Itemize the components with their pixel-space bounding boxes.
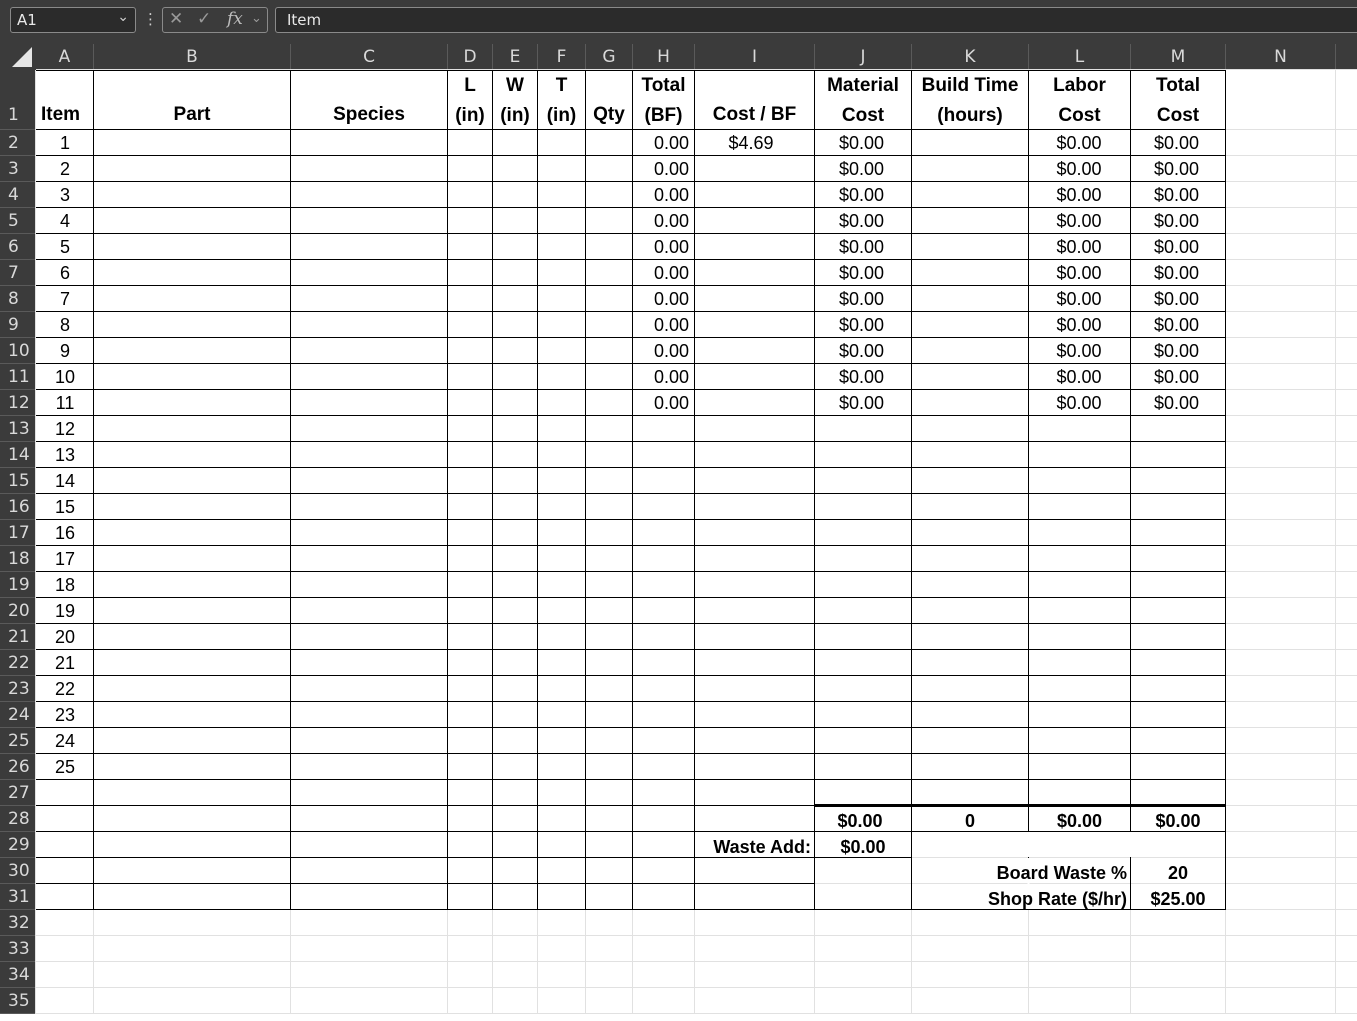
total-build-time[interactable]: 0: [964, 811, 975, 831]
header-build-time-top: Build Time: [921, 75, 1019, 96]
header-species[interactable]: Species: [333, 104, 405, 125]
total-cost-cell[interactable]: $0.00: [1153, 133, 1200, 153]
header-part[interactable]: Part: [173, 104, 211, 125]
material-cost-cell[interactable]: $0.00: [838, 289, 885, 309]
header-length-bottom: (in): [455, 105, 485, 126]
item-number[interactable]: 11: [55, 393, 75, 413]
material-cost-cell[interactable]: $0.00: [838, 133, 885, 153]
total-cost-cell[interactable]: $0.00: [1153, 159, 1200, 179]
row-header-32[interactable]: 32: [0, 910, 36, 936]
material-cost-cell[interactable]: $0.00: [838, 211, 885, 231]
item-number[interactable]: 12: [54, 419, 76, 439]
row-header-24[interactable]: 24: [0, 702, 36, 728]
material-cost-cell[interactable]: $0.00: [838, 159, 885, 179]
row-header-33[interactable]: 33: [0, 936, 36, 962]
item-number[interactable]: 19: [54, 601, 76, 621]
column-header-g[interactable]: G: [586, 44, 633, 70]
column-header-a[interactable]: A: [36, 44, 94, 70]
header-material-cost[interactable]: [815, 71, 911, 131]
header-item[interactable]: Item: [41, 104, 81, 125]
row-header-18[interactable]: 18: [0, 546, 36, 572]
item-number[interactable]: 4: [59, 211, 70, 231]
column-header-c[interactable]: C: [291, 44, 448, 70]
labor-cost-cell[interactable]: $0.00: [1056, 185, 1102, 205]
header-width-bottom: (in): [500, 105, 530, 126]
total-bf-cell[interactable]: 0.00: [653, 237, 689, 257]
labor-cost-cell[interactable]: $0.00: [1056, 315, 1102, 335]
item-number[interactable]: 23: [54, 705, 76, 725]
row-header-6[interactable]: 6: [0, 234, 36, 260]
total-cost-cell[interactable]: $0.00: [1153, 211, 1200, 231]
column-header-j[interactable]: J: [815, 44, 912, 70]
header-build-time-bottom: (hours): [937, 105, 1003, 126]
row-header-23[interactable]: 23: [0, 676, 36, 702]
item-number[interactable]: 9: [59, 341, 70, 361]
row-header-35[interactable]: 35: [0, 988, 36, 1014]
row-header-20[interactable]: 20: [0, 598, 36, 624]
column-header-h[interactable]: H: [633, 44, 695, 70]
total-cost[interactable]: $0.00: [1155, 811, 1201, 831]
board-waste-label[interactable]: Board Waste %: [996, 863, 1127, 883]
row-header-4[interactable]: 4: [0, 182, 36, 208]
total-bf-cell[interactable]: 0.00: [653, 211, 689, 231]
row-header-3[interactable]: 3: [0, 156, 36, 182]
row-header-26[interactable]: 26: [0, 754, 36, 780]
total-cost-cell[interactable]: $0.00: [1153, 289, 1200, 309]
total-cost-cell[interactable]: $0.00: [1153, 237, 1200, 257]
row-header-12[interactable]: 12: [0, 390, 36, 416]
row-header-28[interactable]: 28: [0, 806, 36, 832]
merged-cell-mask: [1028, 832, 1030, 857]
waste-add-label[interactable]: Waste Add:: [713, 837, 811, 857]
header-total-bf-top: Total: [641, 75, 686, 96]
material-cost-cell[interactable]: $0.00: [838, 263, 885, 283]
total-bf-cell[interactable]: 0.00: [653, 341, 689, 361]
row-header-1[interactable]: 1: [0, 70, 36, 130]
column-header-k[interactable]: K: [912, 44, 1029, 70]
header-total-bf-bottom: (BF): [644, 105, 683, 126]
total-cost-cell[interactable]: $0.00: [1153, 341, 1200, 361]
row-header-30[interactable]: 30: [0, 858, 36, 884]
header-labor-cost-bottom: Cost: [1058, 105, 1101, 126]
shop-rate-label[interactable]: Shop Rate ($/hr): [987, 889, 1127, 909]
total-bf-cell[interactable]: 0.00: [653, 315, 689, 335]
total-bf-cell[interactable]: 0.00: [653, 289, 689, 309]
item-number[interactable]: 7: [59, 289, 70, 309]
total-labor-cost[interactable]: $0.00: [1056, 811, 1103, 831]
material-cost-cell[interactable]: $0.00: [838, 393, 885, 413]
item-number[interactable]: 6: [59, 263, 70, 283]
row-header-34[interactable]: 34: [0, 962, 36, 988]
row-header-11[interactable]: 11: [0, 364, 36, 390]
labor-cost-cell[interactable]: $0.00: [1056, 133, 1102, 153]
header-qty[interactable]: Qty: [593, 104, 625, 125]
total-bf-cell[interactable]: 0.00: [653, 393, 689, 413]
row-header-8[interactable]: 8: [0, 286, 36, 312]
header-length[interactable]: [448, 71, 492, 131]
row-header-14[interactable]: 14: [0, 442, 36, 468]
header-total-cost[interactable]: [1131, 71, 1225, 131]
column-header-l[interactable]: L: [1029, 44, 1131, 70]
shop-rate-value[interactable]: $25.00: [1150, 889, 1206, 909]
item-number[interactable]: 18: [54, 575, 76, 595]
more-options-icon[interactable]: ⋮: [143, 10, 158, 28]
header-material-cost-bottom: Cost: [841, 105, 885, 126]
item-number[interactable]: 17: [54, 549, 76, 569]
material-cost-cell[interactable]: $0.00: [838, 367, 885, 387]
row-header-7[interactable]: 7: [0, 260, 36, 286]
header-length-top: L: [464, 75, 476, 96]
row-header-29[interactable]: 29: [0, 832, 36, 858]
board-waste-value[interactable]: 20: [1167, 863, 1189, 883]
item-number[interactable]: 16: [54, 523, 76, 543]
header-total-cost-bottom: Cost: [1156, 105, 1200, 126]
material-cost-cell[interactable]: $0.00: [838, 185, 885, 205]
row-header-22[interactable]: 22: [0, 650, 36, 676]
item-number[interactable]: 14: [54, 471, 76, 491]
name-box-value: A1: [17, 11, 37, 29]
header-width-top: W: [506, 75, 524, 96]
item-number[interactable]: 15: [54, 497, 76, 517]
chevron-down-icon[interactable]: ⌄: [117, 9, 129, 25]
item-number[interactable]: 1: [59, 133, 70, 153]
total-cost-cell[interactable]: $0.00: [1153, 263, 1200, 283]
header-labor-cost[interactable]: [1029, 71, 1130, 131]
item-number[interactable]: 2: [59, 159, 70, 179]
header-total-cost-top: Total: [1156, 75, 1200, 96]
row-header-2[interactable]: 2: [0, 130, 36, 156]
confirm-icon[interactable]: ✓: [197, 9, 212, 29]
item-number[interactable]: 25: [54, 757, 76, 777]
row-header-25[interactable]: 25: [0, 728, 36, 754]
item-number[interactable]: 10: [54, 367, 76, 387]
row-header-5[interactable]: 5: [0, 208, 36, 234]
total-cost-cell[interactable]: $0.00: [1153, 367, 1200, 387]
item-number[interactable]: 20: [54, 627, 76, 647]
header-total-bf[interactable]: [633, 71, 694, 131]
material-cost-cell[interactable]: $0.00: [838, 341, 885, 361]
header-width[interactable]: [493, 71, 537, 131]
row-header-21[interactable]: 21: [0, 624, 36, 650]
total-cost-cell[interactable]: $0.00: [1153, 393, 1200, 413]
column-header-m[interactable]: M: [1131, 44, 1226, 70]
material-cost-cell[interactable]: $0.00: [838, 237, 885, 257]
labor-cost-cell[interactable]: $0.00: [1056, 393, 1102, 413]
total-bf-cell[interactable]: 0.00: [653, 185, 689, 205]
total-material-cost[interactable]: $0.00: [837, 811, 883, 831]
total-bf-cell[interactable]: 0.00: [653, 159, 689, 179]
total-bf-cell[interactable]: 0.00: [653, 367, 689, 387]
cost-bf-cell[interactable]: $4.69: [728, 133, 774, 153]
labor-cost-cell[interactable]: $0.00: [1056, 289, 1102, 309]
row-header-27[interactable]: 27: [0, 780, 36, 806]
formula-text: Item: [287, 11, 322, 29]
column-header-d[interactable]: D: [448, 44, 493, 70]
row-header-10[interactable]: 10: [0, 338, 36, 364]
header-material-cost-top: Material: [827, 75, 899, 96]
row-header-16[interactable]: 16: [0, 494, 36, 520]
cancel-icon[interactable]: ✕: [169, 9, 184, 29]
material-cost-cell[interactable]: $0.00: [838, 315, 885, 335]
labor-cost-cell[interactable]: $0.00: [1056, 341, 1102, 361]
row-header-31[interactable]: 31: [0, 884, 36, 910]
column-header-i[interactable]: I: [695, 44, 815, 70]
total-cost-cell[interactable]: $0.00: [1153, 315, 1200, 335]
item-number[interactable]: 21: [54, 653, 76, 673]
header-thickness[interactable]: [538, 71, 585, 131]
total-cost-cell[interactable]: $0.00: [1153, 185, 1200, 205]
item-number[interactable]: 5: [59, 237, 70, 257]
labor-cost-cell[interactable]: $0.00: [1056, 263, 1102, 283]
column-header-e[interactable]: E: [493, 44, 538, 70]
row-header-9[interactable]: 9: [0, 312, 36, 338]
merged-cell-mask: [1130, 832, 1132, 857]
item-number[interactable]: 3: [59, 185, 70, 205]
header-thickness-top: T: [555, 75, 568, 96]
column-header-n[interactable]: N: [1226, 44, 1336, 70]
labor-cost-cell[interactable]: $0.00: [1056, 159, 1102, 179]
total-bf-cell[interactable]: 0.00: [653, 133, 689, 153]
row-header-15[interactable]: 15: [0, 468, 36, 494]
labor-cost-cell[interactable]: $0.00: [1056, 211, 1102, 231]
waste-add-value[interactable]: $0.00: [840, 837, 886, 857]
item-number[interactable]: 22: [54, 679, 76, 699]
row-header-19[interactable]: 19: [0, 572, 36, 598]
header-labor-cost-top: Labor: [1053, 75, 1106, 96]
row-header-17[interactable]: 17: [0, 520, 36, 546]
column-header-f[interactable]: F: [538, 44, 586, 70]
insert-function-icon[interactable]: fx: [227, 9, 243, 29]
item-number[interactable]: 13: [54, 445, 76, 465]
labor-cost-cell[interactable]: $0.00: [1056, 237, 1102, 257]
row-header-13[interactable]: 13: [0, 416, 36, 442]
column-header-b[interactable]: B: [94, 44, 291, 70]
item-number[interactable]: 24: [54, 731, 76, 751]
item-number[interactable]: 8: [59, 315, 70, 335]
header-thickness-bottom: (in): [546, 105, 577, 126]
header-cost-bf[interactable]: Cost / BF: [712, 104, 797, 125]
chevron-down-icon[interactable]: ⌄: [251, 11, 262, 26]
header-build-time[interactable]: [912, 71, 1028, 131]
labor-cost-cell[interactable]: $0.00: [1056, 367, 1102, 387]
total-bf-cell[interactable]: 0.00: [653, 263, 689, 283]
